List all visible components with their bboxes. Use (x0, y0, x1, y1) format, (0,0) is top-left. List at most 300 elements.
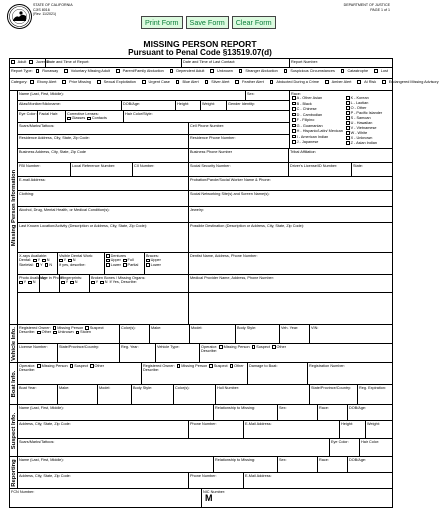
mp-row-email (18, 177, 392, 191)
boat-registered-owner-field[interactable] (142, 363, 248, 384)
boat-reg-exp-field[interactable] (358, 385, 392, 404)
category-checkbox[interactable] (62, 80, 66, 84)
fcn-number-label: FCN Number: (11, 490, 35, 494)
veh-unknown-checkbox[interactable] (53, 331, 57, 335)
vehicle-vin-field-label: VIN: (311, 326, 319, 330)
drivers-license-field[interactable] (289, 163, 352, 176)
boat-hull-field[interactable] (216, 385, 310, 404)
reporting-phone-field-label: Phone Number: (190, 474, 217, 478)
probation-parole-field[interactable] (189, 177, 392, 190)
social-networking-field[interactable] (189, 191, 392, 206)
vehicle-type-field-label: Vehicle Type: (157, 345, 180, 349)
race-option[interactable] (346, 141, 382, 146)
boat-op-suspect-checkbox[interactable] (70, 364, 74, 368)
skeletal-n-label: N (49, 262, 53, 267)
dent-partial-checkbox[interactable] (123, 263, 127, 267)
vehicle-make-field[interactable] (150, 325, 190, 343)
fcn-number-field[interactable] (10, 489, 202, 508)
report-type-options (11, 69, 394, 73)
veh-stolen-checkbox[interactable] (76, 331, 80, 335)
suspect-hair-field[interactable] (360, 439, 392, 456)
race-checkbox[interactable] (346, 116, 350, 120)
category-option-label: At Risk (364, 80, 377, 84)
report-type-checkbox[interactable] (116, 69, 120, 73)
boat-registration-field-label: Registration Number: (309, 364, 345, 368)
suspect-race-field[interactable] (318, 405, 348, 420)
sex-field-label: Sex: (247, 92, 255, 96)
report-type-option-label: Dependent Adult (176, 69, 205, 73)
suspect-relationship-field[interactable] (214, 405, 278, 420)
reporting-name-field[interactable] (18, 457, 214, 472)
broken-y-checkbox[interactable] (91, 281, 95, 285)
dent-lower-label: Lower (110, 262, 121, 267)
vehicle-colors-field-label: Color(s): (121, 326, 136, 330)
suspect-scars-field-label: Scars/Marks/Tattoos: (19, 440, 55, 444)
residence-phone-field-label: Residence Phone Number: (190, 136, 236, 140)
reporting-phone-field[interactable] (189, 473, 244, 488)
reporting-relationship-field[interactable] (214, 457, 278, 472)
vehicle-colors-field[interactable] (120, 325, 150, 343)
form-title: MISSING PERSON REPORT (143, 39, 257, 49)
glasses-checkbox[interactable] (67, 117, 71, 121)
business-phone-field[interactable] (189, 149, 289, 162)
report-type-checkbox[interactable] (239, 69, 243, 73)
boat-body-style-field-label: Body Style: (133, 386, 153, 390)
last-known-location-field-label: Last Known Location/Activity (Description or Address, City, State, Zip Code): (19, 224, 148, 228)
height-field-label: Height: (177, 102, 190, 106)
vehicle-state-field[interactable] (58, 344, 120, 362)
category-option-label: Endangered Missing Advisory (388, 80, 439, 84)
report-type-option[interactable] (64, 69, 113, 73)
form-number: CJIS 8016 (33, 7, 50, 12)
category-option[interactable] (30, 80, 59, 84)
report-type-checkbox[interactable] (341, 69, 345, 73)
dob-age-field-label: DOB/Age: (123, 102, 141, 106)
reporting-row-1 (18, 457, 392, 473)
dent-full-checkbox[interactable] (123, 259, 127, 263)
reporting-section-title: Reporting (10, 458, 17, 487)
clothing-field[interactable] (18, 191, 189, 206)
race-checkbox[interactable] (292, 102, 296, 106)
report-type-label: Report Type: (11, 69, 33, 73)
dent-full-label: Full (127, 258, 134, 263)
boat-row-1 (18, 363, 392, 385)
race-checkbox[interactable] (346, 131, 350, 135)
broken-n-checkbox[interactable] (100, 281, 104, 285)
suspect-email-field[interactable] (244, 421, 340, 438)
dl-state-field-label: State: (353, 164, 363, 168)
category-option[interactable] (62, 80, 94, 84)
category-checkbox[interactable] (30, 80, 34, 84)
category-option[interactable] (142, 80, 173, 84)
dentist-field[interactable] (189, 253, 392, 274)
veh-ro-suspect-checkbox[interactable] (85, 326, 89, 330)
vehicle-state-field-label: State/Province/Country: (59, 345, 100, 349)
race-checkbox[interactable] (292, 140, 296, 144)
suspect-name-field[interactable] (18, 405, 214, 420)
vehicle-license-field[interactable] (18, 344, 58, 362)
category-option[interactable] (382, 80, 442, 84)
race-checkbox[interactable] (346, 126, 350, 130)
suspect-height-field[interactable] (340, 421, 366, 438)
race-checkbox[interactable] (292, 118, 296, 122)
race-checkbox[interactable] (292, 124, 296, 128)
veh-op-mp-checkbox[interactable] (219, 345, 223, 349)
clear-form-button[interactable]: Clear Form (232, 16, 276, 29)
suspect-section-title: Suspect Info. (10, 412, 17, 449)
suspect-weight-field-label: Weight: (367, 422, 380, 426)
braces-lower-checkbox[interactable] (146, 263, 150, 267)
report-type-option[interactable] (36, 69, 61, 73)
vehicle-make-field-label: Make: (151, 326, 162, 330)
suspect-section-label (10, 405, 18, 457)
boat-hull-field-label: Hull Number: (217, 386, 240, 390)
boat-model-field-label: Model: (99, 386, 111, 390)
name-field[interactable] (18, 91, 246, 100)
hair-color-style-field[interactable] (124, 111, 289, 122)
date-time-report-field[interactable] (46, 59, 182, 67)
dental-label: Dental: (19, 258, 32, 263)
print-form-button[interactable]: Print Form (141, 16, 183, 29)
email-field[interactable] (18, 177, 189, 190)
boat-op-mp-checkbox[interactable] (37, 364, 41, 368)
adult-checkbox[interactable] (11, 60, 15, 64)
boat-ro-mp-label: Missing Person (181, 364, 208, 368)
report-type-option[interactable] (374, 69, 391, 73)
alias-field-label: Alias/Moniker/Nickname: (19, 102, 61, 106)
mp-extra-right[interactable] (189, 293, 392, 324)
race-checkbox[interactable] (346, 141, 350, 145)
scars-marks-tattoos-field[interactable] (18, 123, 189, 134)
vehicle-row-1 (18, 325, 392, 344)
scars-marks-tattoos-field-label: Scars/Marks/Tattoos: (19, 124, 55, 128)
boat-op-other-checkbox[interactable] (90, 364, 94, 368)
report-type-option[interactable] (284, 69, 338, 73)
report-type-checkbox[interactable] (64, 69, 68, 73)
suspect-dob-field[interactable] (348, 405, 392, 420)
ssn-field-label: Social Security Number: (190, 164, 231, 168)
skeletal-y-checkbox[interactable] (36, 263, 40, 267)
nic-number-field[interactable] (202, 489, 392, 508)
dental-n-checkbox[interactable] (42, 259, 46, 263)
photo-y-label: Y (23, 280, 27, 285)
dental-y-label: Y (37, 258, 41, 263)
category-checkbox[interactable] (357, 80, 361, 84)
race-checkbox[interactable] (292, 113, 296, 117)
photo-n-checkbox[interactable] (28, 281, 32, 285)
boat-ro-mp-checkbox[interactable] (177, 364, 181, 368)
adult-juvenile-cell (10, 59, 50, 67)
vehicle-year-field[interactable] (280, 325, 310, 343)
boat-make-field[interactable] (58, 385, 98, 404)
form-header (0, 0, 400, 58)
braces-lower-label: Lower (150, 262, 161, 267)
cell-phone-field-label: Cell Phone Number: (190, 124, 225, 128)
dental-y-checkbox[interactable] (33, 259, 37, 263)
report-type-checkbox[interactable] (374, 69, 378, 73)
photo-available-field-label: Photo Available: (19, 276, 47, 280)
fingerprints-n-label: N (74, 280, 78, 285)
dl-state-field[interactable] (352, 163, 392, 176)
suspect-email-field-label: E-Mail Address: (245, 422, 272, 426)
last-known-location-field[interactable] (18, 223, 189, 252)
gender-identity-field[interactable] (227, 101, 289, 110)
visible-dental-field[interactable] (58, 253, 105, 274)
vehicle-reg-year-field[interactable] (120, 344, 156, 362)
category-option[interactable] (357, 80, 379, 84)
broken-bones-field[interactable] (90, 275, 189, 292)
visible-dental-y-checkbox[interactable] (59, 259, 63, 263)
category-option[interactable] (235, 80, 266, 84)
category-option-label: Blue Alert (182, 80, 199, 84)
weight-field[interactable] (201, 101, 227, 110)
race-checkbox[interactable] (346, 101, 350, 105)
braces-field[interactable] (145, 253, 189, 274)
drivers-license-field-label: Driver's License/ID Number: (290, 164, 338, 168)
visible-dental-n-checkbox[interactable] (68, 259, 72, 263)
mp-row-blank (18, 293, 392, 325)
race-checkbox[interactable] (346, 136, 350, 140)
boat-ro-suspect-checkbox[interactable] (209, 364, 213, 368)
category-checkbox[interactable] (325, 80, 329, 84)
report-type-option[interactable] (341, 69, 371, 73)
race-checkbox[interactable] (346, 111, 350, 115)
reporting-email-field[interactable] (244, 473, 392, 488)
residence-address-field-label: Residence Address, City, State, Zip Code: (19, 136, 90, 140)
report-type-option[interactable] (170, 69, 208, 73)
boat-colors-field-label: Color(s): (175, 386, 190, 390)
category-label: Category: (11, 80, 28, 84)
boat-ro-other-checkbox[interactable] (230, 364, 234, 368)
veh-describe-label: Describe: (19, 330, 36, 335)
vehicle-vin-field[interactable] (310, 325, 392, 343)
report-type-cell (10, 68, 392, 78)
residence-address-field[interactable] (18, 135, 189, 148)
skeletal-n-checkbox[interactable] (45, 263, 49, 267)
suspect-scars-field[interactable] (18, 439, 330, 456)
race-checkbox[interactable] (292, 135, 296, 139)
suspect-sex-field-label: Sex: (279, 406, 287, 410)
reporting-dob-field[interactable] (348, 457, 392, 472)
eye-color-field-label: Eye Color: (19, 112, 37, 116)
reporting-race-field[interactable] (318, 457, 348, 472)
veh-ro-mp-checkbox[interactable] (53, 326, 57, 330)
category-checkbox[interactable] (270, 80, 274, 84)
category-option[interactable] (97, 80, 139, 84)
category-checkbox[interactable] (205, 80, 209, 84)
category-checkbox[interactable] (235, 80, 239, 84)
boat-damage-field[interactable] (248, 363, 308, 384)
gender-identity-field-label: Gender Identity: (228, 102, 256, 106)
fingerprints-field[interactable] (60, 275, 90, 292)
category-option[interactable] (176, 80, 202, 84)
date-time-report-label: Date and Time of Report: (47, 60, 90, 64)
veh-ro-mp-label: Missing Person (57, 326, 84, 330)
race-checkbox[interactable] (346, 121, 350, 125)
report-number-field[interactable] (290, 59, 392, 67)
veh-stolen-label: Stolen (80, 330, 91, 335)
dentures-label: Dentures (110, 254, 127, 258)
veh-ro-other-checkbox[interactable] (37, 331, 41, 335)
boat-model-field[interactable] (98, 385, 132, 404)
category-row (10, 79, 439, 91)
age-in-photo-field[interactable] (40, 275, 64, 292)
vehicle-body-style-field[interactable] (236, 325, 280, 343)
eye-color-field[interactable] (18, 111, 38, 122)
report-type-option[interactable] (210, 69, 235, 73)
business-address-field[interactable] (18, 149, 189, 162)
juvenile-label: Juvenile (35, 60, 50, 64)
boat-op-suspect-label: Suspect (74, 364, 88, 368)
reporting-name-field-label: Name (Last, First, Middle): (19, 458, 64, 462)
photo-y-checkbox[interactable] (19, 281, 23, 285)
race-option-label: X - Unknown (350, 136, 373, 140)
race-option-label: F - Filipino (296, 118, 315, 122)
vehicle-year-field-label: Veh. Year: (281, 326, 299, 330)
category-option[interactable] (270, 80, 322, 84)
reporting-race-field-label: Race: (319, 458, 329, 462)
vehicle-reg-year-field-label: Reg. Year: (121, 345, 139, 349)
veh-op-other-checkbox[interactable] (272, 345, 276, 349)
report-type-option[interactable] (239, 69, 281, 73)
category-option[interactable] (205, 80, 233, 84)
suspect-address-field[interactable] (18, 421, 189, 438)
veh-op-other-label: Other (276, 345, 287, 349)
reporting-email-field-label: E-Mail Address: (245, 474, 272, 478)
broken-describe-label: If Yes, Describe: (109, 280, 137, 285)
category-option[interactable] (325, 80, 354, 84)
mp-row-location (18, 223, 392, 253)
height-field[interactable] (176, 101, 201, 110)
reporting-row-2 (18, 473, 392, 489)
date-time-contact-field[interactable] (182, 59, 290, 67)
suspect-hair-field-label: Hair Color: (361, 440, 380, 444)
boat-registration-field[interactable] (308, 363, 392, 384)
boat-operator-field[interactable] (18, 363, 142, 384)
race-option[interactable] (292, 140, 343, 146)
boat-year-field[interactable] (18, 385, 58, 404)
boat-ro-label: Registered Owner: (143, 364, 175, 368)
race-option-label: L - Laotian (350, 101, 369, 105)
facial-hair-field[interactable] (38, 111, 66, 122)
fingerprints-y-label: Y (65, 280, 69, 285)
vehicle-license-field-label: License Number: (19, 345, 48, 349)
department-name: DEPARTMENT OF JUSTICE (343, 3, 390, 7)
juvenile-checkbox[interactable] (29, 60, 33, 64)
suspect-sex-field[interactable] (278, 405, 318, 420)
dentures-field[interactable] (105, 253, 145, 274)
race-checkbox[interactable] (346, 106, 350, 110)
corrective-lenses-field[interactable] (66, 111, 124, 122)
nic-number-value: M (205, 493, 213, 503)
race-checkbox[interactable] (292, 129, 296, 133)
cell-phone-field[interactable] (189, 123, 289, 134)
report-type-checkbox[interactable] (170, 69, 174, 73)
boat-ro-describe-label: Describe: (143, 368, 160, 373)
race-checkbox[interactable] (292, 96, 296, 100)
boat-body-style-field[interactable] (132, 385, 174, 404)
category-checkbox[interactable] (382, 80, 386, 84)
suspect-weight-field[interactable] (366, 421, 392, 438)
braces-field-label: Braces: (146, 254, 159, 258)
mp-extra-left[interactable] (18, 293, 189, 324)
suspect-phone-field[interactable] (189, 421, 244, 438)
department-block (344, 3, 390, 12)
glasses-label: Glasses (71, 116, 86, 121)
reporting-address-field[interactable] (18, 473, 189, 488)
report-type-checkbox[interactable] (284, 69, 288, 73)
ssn-field[interactable] (189, 163, 289, 176)
cii-number-field[interactable] (133, 163, 189, 176)
race-checkbox[interactable] (346, 96, 350, 100)
photo-n-label: N (32, 280, 36, 285)
suspect-eye-field[interactable] (330, 439, 360, 456)
vehicle-operator-field[interactable] (200, 344, 392, 362)
dentures-checkbox[interactable] (106, 254, 110, 258)
social-networking-field-label: Social Networking Site(s) and Screen Name(s): (190, 192, 270, 196)
race-option-label: S - Samoan (350, 116, 371, 120)
alias-field[interactable] (18, 101, 122, 110)
contacts-checkbox[interactable] (87, 117, 91, 121)
vehicle-model-field[interactable] (190, 325, 236, 343)
possible-destination-field[interactable] (189, 223, 392, 252)
race-column-1 (292, 96, 343, 146)
local-reference-field[interactable] (71, 163, 133, 176)
reporting-address-field-label: Address, City, State, Zip Code: (19, 474, 71, 478)
mp-row-eye (18, 111, 289, 123)
dent-upper-checkbox[interactable] (106, 259, 110, 263)
tribal-affiliation-field[interactable] (289, 149, 392, 162)
mp-row-conditions (18, 207, 392, 223)
category-checkbox[interactable] (176, 80, 180, 84)
dob-age-field[interactable] (122, 101, 176, 110)
medical-provider-field[interactable] (189, 275, 392, 292)
veh-op-suspect-checkbox[interactable] (252, 345, 256, 349)
photo-available-field[interactable] (18, 275, 47, 292)
report-type-option[interactable] (116, 69, 167, 73)
category-checkbox[interactable] (142, 80, 146, 84)
suspect-row-3 (18, 439, 392, 457)
visible-dental-field-label: Visible Dental Work: (59, 254, 94, 258)
fbi-number-field[interactable] (18, 163, 71, 176)
reporting-sex-field[interactable] (278, 457, 318, 472)
vehicle-type-field[interactable] (156, 344, 200, 362)
boat-colors-field[interactable] (174, 385, 216, 404)
save-form-button[interactable]: Save Form (186, 16, 229, 29)
fingerprints-n-checkbox[interactable] (70, 281, 74, 285)
skeletal-label: Skeletal: (19, 262, 34, 267)
race-checkbox[interactable] (292, 107, 296, 111)
report-type-checkbox[interactable] (210, 69, 214, 73)
braces-upper-checkbox[interactable] (146, 259, 150, 263)
xrays-field[interactable] (18, 253, 58, 274)
sex-field[interactable] (246, 91, 289, 100)
race-option-label: H - Hispanic/Latin/ Mexican (296, 129, 343, 133)
report-type-checkbox[interactable] (36, 69, 40, 73)
boat-reg-exp-field-label: Reg. Expiration: (359, 386, 387, 390)
agency-block (33, 3, 73, 17)
category-checkbox[interactable] (97, 80, 101, 84)
fingerprints-y-checkbox[interactable] (61, 281, 65, 285)
residence-phone-field[interactable] (189, 135, 289, 148)
suspect-eye-field-label: Eye Color: (331, 440, 349, 444)
reporting-sex-field-label: Sex: (279, 458, 287, 462)
vehicle-registered-owner-field[interactable] (18, 325, 120, 343)
dent-lower-checkbox[interactable] (106, 263, 110, 267)
jewelry-field[interactable] (189, 207, 392, 222)
conditions-field[interactable] (18, 207, 189, 222)
boat-state-field[interactable] (310, 385, 358, 404)
